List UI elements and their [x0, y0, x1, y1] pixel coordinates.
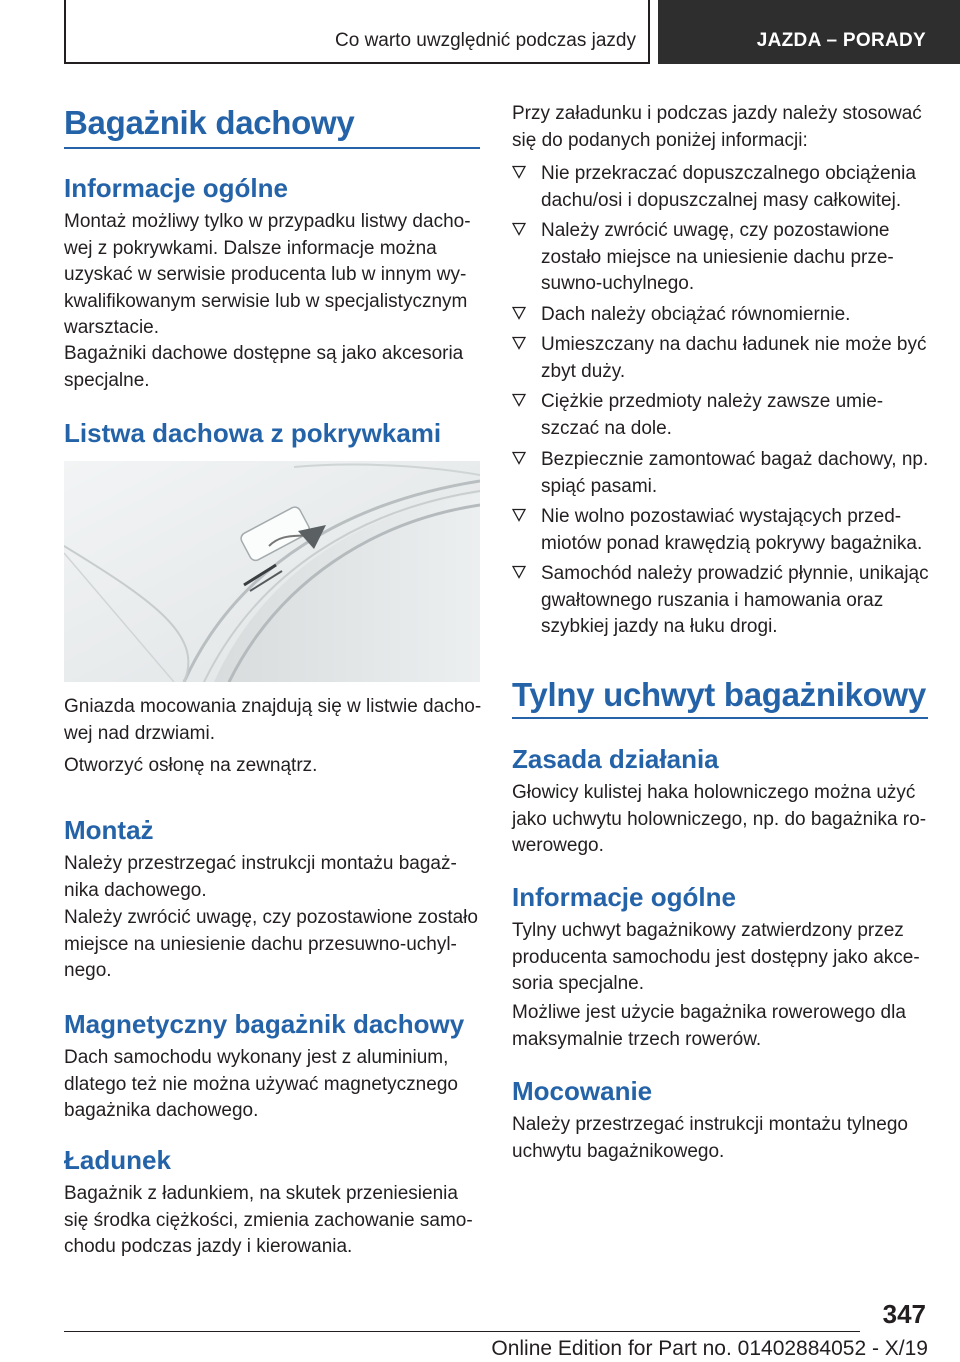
triangle-bullet-icon: [512, 508, 526, 522]
title-rule: [512, 717, 928, 719]
paragraph-rail-2: Otworzyć osłonę na zewnątrz.: [64, 755, 318, 776]
roof-rail-photo: [64, 461, 480, 682]
heading-load: Ładunek: [64, 1145, 171, 1175]
page-number: 347: [882, 1299, 926, 1329]
triangle-bullet-icon: [512, 393, 526, 407]
section-title-rear-carrier: Tylny uchwyt bagażnikowy: [512, 676, 926, 713]
header-context-box: [64, 0, 650, 64]
paragraph-mount-2: Należy zwrócić uwagę, czy pozostawione zostało miejsce na uniesienie dachu przesuwno-uchyl- nego.: [64, 907, 478, 981]
title-rule: [64, 147, 480, 149]
paragraph-load-1: Bagażnik z ładunkiem, na skutek przeniesienia się środka ciężkości, zmienia zachowanie samo- chodu podczas jazdy i kierowania.: [64, 1183, 473, 1257]
triangle-bullet-icon: [512, 565, 526, 579]
triangle-bullet-icon: [512, 165, 526, 179]
triangle-bullet-icon: [512, 306, 526, 320]
paragraph-intro: Przy załadunku i podczas jazdy należy stosować się do podanych poniżej informacji:: [512, 103, 922, 151]
footer-rule: [64, 1331, 860, 1332]
header-context: Co warto uwzględnić podczas jazdy: [335, 30, 636, 51]
header-section-label: JAZDA – PORADY: [756, 30, 926, 51]
triangle-bullet-icon: [512, 451, 526, 465]
heading-magnetic-rack: Magnetyczny bagażnik dachowy: [64, 1009, 465, 1039]
heading-principle: Zasada działania: [512, 744, 719, 774]
footer-edition: Online Edition for Part no. 01402884052 - X/19: [491, 1337, 928, 1360]
paragraph-fixing-1: Należy przestrzegać instrukcji montażu tylnego uchwytu bagażnikowego.: [512, 1114, 909, 1162]
heading-general-info-rear: Informacje ogólne: [512, 882, 736, 912]
heading-roof-rail: Listwa dachowa z pokrywkami: [64, 418, 442, 448]
heading-general-info: Informacje ogólne: [64, 173, 288, 203]
paragraph-mount-1: Należy przestrzegać instrukcji montażu bagaż- nika dachowego.: [64, 853, 457, 901]
section-title-roof-rack: Bagażnik dachowy: [64, 104, 355, 141]
header-section-tab: [658, 0, 960, 64]
paragraph-general-1: Montaż możliwy tylko w przypadku listwy dacho- wej z pokrywkami. Dalsze informacje można uzyskać w serwisie producenta lub w innym wy- kwalifikowanym serwisie lub w specjalistycznym warsztacie.: [64, 211, 471, 338]
heading-fixing: Mocowanie: [512, 1076, 653, 1106]
paragraph-magnet-1: Dach samochodu wykonany jest z aluminium, dlatego też nie można używać magnetycznego bagażnika dachowego.: [64, 1047, 458, 1121]
paragraph-rear-general-1: Tylny uchwyt bagażnikowy zatwierdzony przez producenta samochodu jest dostępny jako akce- soria specjalne.: [512, 920, 920, 994]
triangle-bullet-icon: [512, 222, 526, 236]
heading-mounting: Montaż: [64, 815, 154, 845]
paragraph-general-2: Bagażniki dachowe dostępne są jako akcesoria specjalne.: [64, 343, 464, 391]
paragraph-rear-general-2: Możliwe jest użycie bagażnika rowerowego dla maksymalnie trzech rowerów.: [512, 1002, 906, 1050]
triangle-bullet-icon: [512, 336, 526, 350]
paragraph-rail-1: Gniazda mocowania znajdują się w listwie dacho- wej nad drzwiami.: [64, 696, 482, 744]
paragraph-principle-1: Głowicy kulistej haka holowniczego można użyć jako uchwytu holowniczego, np. do bagażnika ro- werowego.: [512, 782, 927, 856]
